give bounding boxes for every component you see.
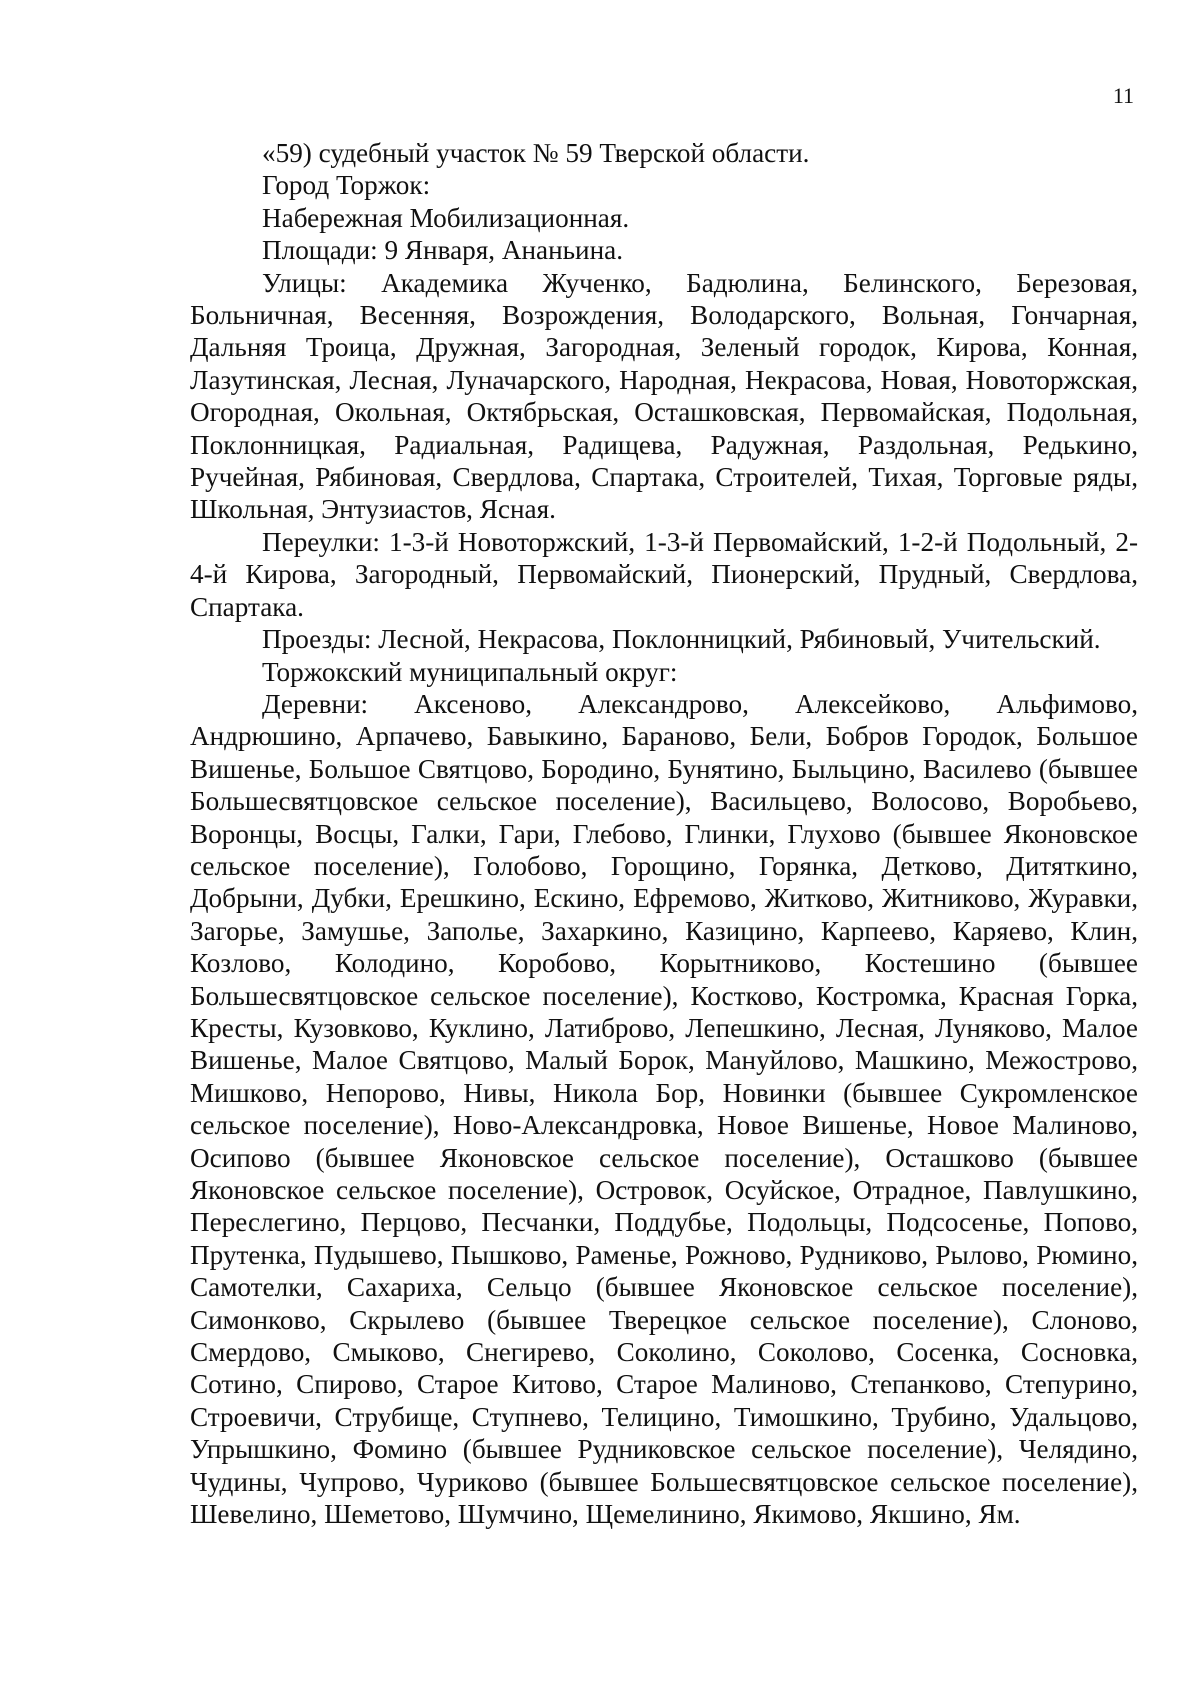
page-number: 11: [1112, 83, 1134, 108]
squares-list: Площади: 9 Января, Ананьина.: [262, 235, 624, 266]
lanes-list: Переулки: 1-3-й Новоторжский, 1-3-й Первомайский, 1-2-й Подольный, 2-4-й Кирова, Загородный, Первомайский, Пионерский, Прудный, Свердлова, Спартака.: [190, 526, 1138, 622]
court-district-heading: «59) судебный участок № 59 Тверской области.: [262, 138, 810, 168]
city-heading: Город Торжок:: [262, 170, 431, 201]
municipal-district-heading: Торжокский муниципальный округ:: [262, 656, 678, 687]
villages-list: Деревни: Аксеново, Александрово, Алексейково, Альфимово, Андрюшино, Арпачево, Бавыкино, Бараново, Бели, Бобров Городок, Большое Вишенье, Большое Святцово, Бородино, Бунятино, Быльцино, Василево (бывшее Большесвятцовское сельское поселение), Васильцево, Волосово, Воробьево, Воронцы, Восцы, Галки, Гари, Глебово, Глинки, Глухово (бывшее Яконовское сельское поселение), Голобово, Горощино, Горянка, Детково, Дитяткино, Добрыни, Дубки, Ерешкино, Ескино, Ефремово, Житково, Житниково, Журавки, Загорье, Замушье, Заполье, Захаркино, Казицино, Карпеево, Каряево, Клин, Козлово, Колодино, Коробово, Корытниково, Костешино (бывшее Большесвятцовское сельское поселение), Костково, Костромка, Красная Горка, Кресты, Кузовково, Куклино, Латиброво, Лепешкино, Лесная, Луняково, Малое Вишенье, Малое Святцово, Малый Борок, Мануйлово, Машкино, Межострово, Мишково, Непорово, Нивы, Никола Бор, Новинки (бывшее Сукромленское сельское поселение), Ново-Александровка, Новое Вишенье, Новое Малиново, Осипово (бывшее Яконовское сельское поселение), Осташково (бывшее Яконовское сельское поселение), Островок, Осуйское, Отрадное, Павлушкино, Переслегино, Перцово, Песчанки, Поддубье, Подольцы, Подсосенье, Попово, Прутенка, Пудышево, Пышково, Раменье, Рожново, Рудниково, Рылово, Рюмино, Самотелки, Сахариха, Сельцо (бывшее Яконовское сельское поселение), Симонково, Скрылево (бывшее Тверецкое сельское поселение), Слоново, Смердово, Смыково, Снегирево, Соколино, Соколово, Сосенка, Сосновка, Сотино, Спирово, Старое Китово, Старое Малиново, Степанково, Степурино, Строевичи, Струбище, Ступнево, Телицино, Тимошкино, Трубино, Удальцово, Упрышкино, Фомино (бывшее Рудниковское сельское поселение), Челядино, Чудины, Чупрово, Чуриково (бывшее Большесвятцовское сельское поселение), Шевелино, Шеметово, Шумчино, Щемелинино, Якимово, Якшино, Ям.: [190, 688, 1138, 1530]
passages-list: Проезды: Лесной, Некрасова, Поклонницкий, Рябиновый, Учительский.: [262, 624, 1101, 655]
document-body: [190, 137, 1138, 1530]
streets-list: Улицы: Академика Жученко, Бадюлина, Белинского, Березовая, Больничная, Весенняя, Возрождения, Володарского, Вольная, Гончарная, Дальняя Троица, Дружная, Загородная, Зеленый городок, Кирова, Конная, Лазутинская, Лесная, Луначарского, Народная, Некрасова, Новая, Новоторжская, Огородная, Окольная, Октябрьская, Осташковская, Первомайская, Подольная, Поклонницкая, Радиальная, Радищева, Радужная, Раздольная, Редькино, Ручейная, Рябиновая, Свердлова, Спартака, Строителей, Тихая, Торговые ряды, Школьная, Энтузиастов, Ясная.: [190, 267, 1138, 525]
embankment-list: Набережная Мобилизационная.: [262, 202, 630, 233]
